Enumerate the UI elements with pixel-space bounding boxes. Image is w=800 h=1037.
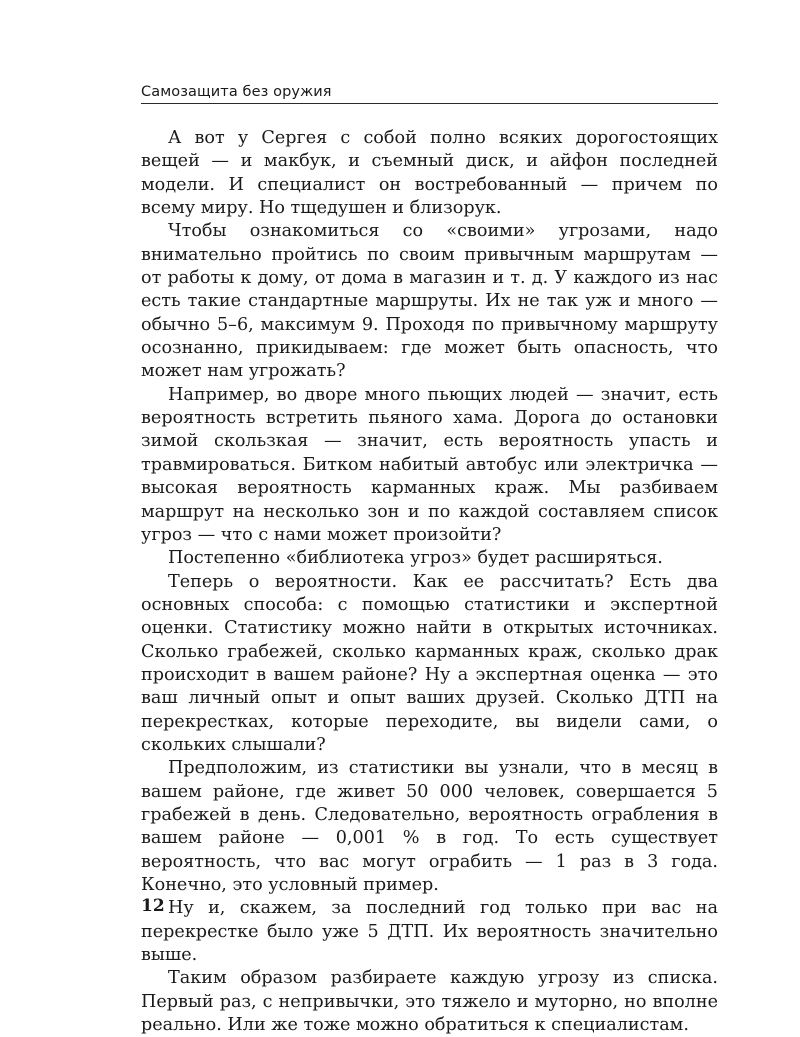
paragraph: Ну и, скажем, за последний год только при вас на перекрестке было уже 5 ДТП. Их вероятность значительно выше. [141,898,718,966]
paragraph: А вот у Сергея с собой полно всяких дорогостоящих вещей — и макбук, и съемный диск, и айфон последней модели. И специалист он востребованный — причем по всему миру. Но тщедушен и близорук. [141,128,718,219]
paragraph: Теперь о вероятности. Как ее рассчитать? Есть два основных способа: с помощью статистики и экспертной оценки. Статистику можно найти в открытых источниках. Сколько грабежей, сколько карманных краж, сколько драк происходит в вашем районе? Ну а экспертная оценка — это ваш личный опыт и опыт ваших друзей. Сколько ДТП на перекрестках, которые переходите, вы видели сами, о скольких слышали? [141,571,718,755]
paragraph: Предположим, из статистики вы узнали, что в месяц в вашем районе, где живет 50 000 человек, совершается 5 грабежей в день. Следовательно, вероятность ограбления в вашем районе — 0,001 % в год. То есть существует вероятность, что вас могут ограбить — 1 раз в 3 года. Конечно, это условный пример. [141,758,718,895]
paragraph: Например, во дворе много пьющих людей — значит, есть вероятность встретить пьяного хама. Дорога до остановки зимой скользкая — значит, есть вероятность упасть и травмироваться. Битком набитый автобус или электричка — высокая вероятность карманных краж. Мы разбиваем маршрут на несколько зон и по каждой составляем список угроз — что с нами может произойти? [141,384,718,545]
running-head: Самозащита без оружия [141,84,718,104]
paragraph: Чтобы ознакомиться со «своими» угрозами, надо внимательно пройтись по своим привычным маршрутам — от работы к дому, от дома в магазин и т. д. У каждого из нас есть такие стандартные маршруты. Их не так уж и много — обычно 5–6, максимум 9. Проходя по привычному маршруту осознанно, прикидываем: где может быть опасность, что может нам угрожать? [141,221,718,382]
page-number: 12 [141,896,165,916]
paragraph: Таким образом разбираете каждую угрозу из списка. Первый раз, с непривычки, это тяжело и муторно, но вполне реально. Или же тоже можно обратиться к специалистам. [141,968,718,1036]
body-text [141,127,718,1037]
paragraph: Постепенно «библиотека угроз» будет расширяться. [168,548,663,569]
